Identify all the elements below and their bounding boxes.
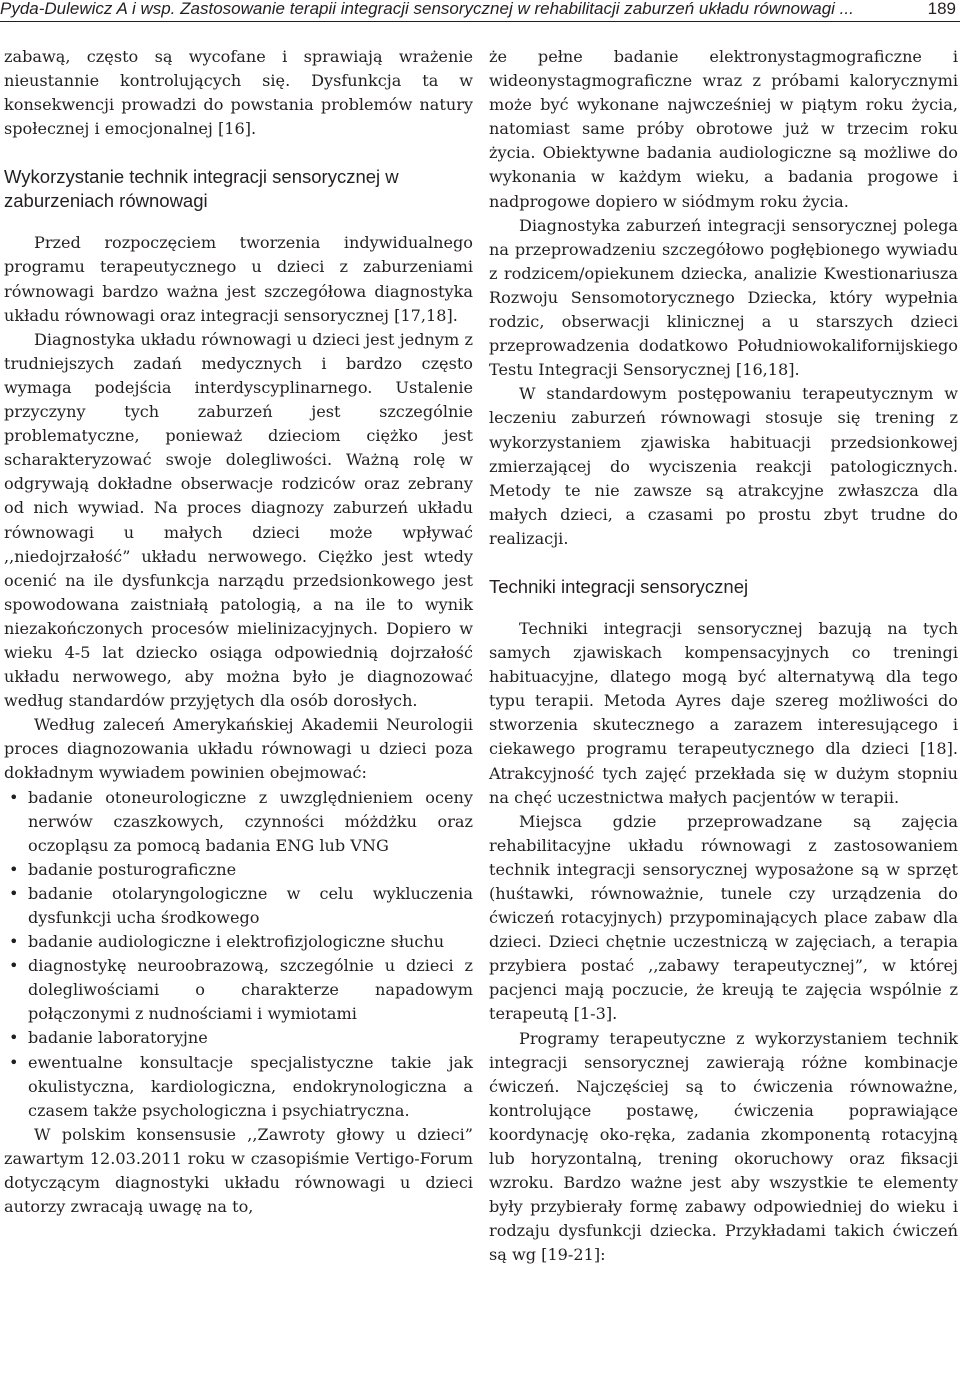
paragraph: Programy terapeutyczne z wykorzystaniem technik integracji sensorycznej zawierają różne kombinacje ćwiczeń. Najczęściej są to ćwiczenia równoważne, kontrolujące postawę, ćwiczenia poprawiające koordynację oko-ręka, zadania zkomponentą rotacyjną lub horyzontalną, trening okoruchowy oraz fiksacji wzroku. Bardzo ważne jest aby wszystkie te elementy były przybierały formę zabawy odpowiedniej do wieku i rodzaju dysfunkcji dziecka. Przykładami takich ćwiczeń są wg [19-21]: [489,1028,958,1265]
list-item: • badanie audiologiczne i elektrofizjologiczne słuchu [4,930,473,954]
section-heading-balance-disorders: Wykorzystanie technik integracji sensorycznej w zaburzeniach równowagi [4,166,399,212]
paragraph: W standardowym postępowaniu terapeutycznym w leczeniu zaburzeń równowagi stosuje się trening z wykorzystaniem zjawiska habituacji przedsionkowej zmierzającej do wyciszenia reakcji patologicznych. Metody te nie zawsze są atrakcyjne zwłaszcza dla małych dzieci, a czasami po prostu zbyt trudne do realizacji. [489,384,958,548]
list-item: • diagnostykę neuroobrazową, szczególnie u dzieci z dolegliwościami o charakterze napadowym połączonymi z nudnościami i wymiotami [4,954,473,1026]
paragraph-continuation: że pełne badanie elektronystagmograficzne i wideonystagmograficzne wraz z próbami kalorycznymi może być wykonane najwcześniej w piątym roku życia, natomiast same próby obrotowe już w trzecim roku życia. Obiektywne badania audiologiczne są możliwe do wykonania w każdym wieku, a badania progowe i nadprogowe dopiero w siódmym roku życia. [489,47,958,211]
diagnostics-bullet-list [4,786,473,1123]
paragraph: Miejsca gdzie przeprowadzane są zajęcia rehabilitacyjne układu równowagi z zastosowaniem technik integracji sensorycznej wyposażone są w sprzęt (huśtawki, równoważnie, tunele czy urządzenia do ćwiczeń rotacyjnych) przypominających place zabaw dla dzieci. Dzieci chętnie uczestniczą w zajęciach, a terapia przybiera postać ,,zabawy terapeutycznej”, w której pacjenci mają poczucie, że kreują te zajęcia wspólnie z terapeutą [1-3]. [489,811,958,1024]
left-column [4,45,473,1219]
paragraph: Techniki integracji sensorycznej bazują na tych samych zjawiskach kompensacyjnych co treningi habituacyjne, dlatego mogą być alternatywą dla tego typu terapii. Metoda Ayres daje szereg możliwości do stworzenia skutecznego a zarazem interesującego i ciekawego programu terapeutycznego dla dzieci [18]. Atrakcyjność tych zajęć przekłada się w dużym stopniu na chęć uczestnictwa małych pacjentów w terapii. [489,618,958,807]
running-header [0,0,960,22]
paragraph: Diagnostyka zaburzeń integracji sensorycznej polega na przeprowadzeniu szczegółowo pogłębionego wywiadu z rodzicem/opiekunem dziecka, analizie Kwestionariusza Rozwoju Sensomotorycznego Dziecka, który wypełnia rodzic, obserwacji klinicznej a u starszych dzieci przeprowadzenia dodatkowo Południowokalifornijskiego Testu Integracji Sensorycznej [16,18]. [489,215,958,380]
list-item: • badanie posturograficzne [4,858,473,882]
list-item: • badanie otolaryngologiczne w celu wykluczenia dysfunkcji ucha środkowego [4,882,473,930]
section-heading-sensory-integration-techniques: Techniki integracji sensorycznej [489,575,749,597]
paragraph: Według zaleceń Amerykańskiej Akademii Neurologii proces diagnozowania układu równowagi u dzieci poza dokładnym wywiadem powinien obejmować: [4,715,473,783]
paragraph: Przed rozpoczęciem tworzenia indywidualnego programu terapeutycznego u dzieci z zaburzeniami równowagi bardzo ważna jest szczegółowa diagnostyka układu równowagi oraz integracji sensorycznej [17,18]. [4,233,473,325]
paragraph-intro-continuation: zabawą, często są wycofane i sprawiają wrażenie nieustannie kontrolujących się. Dysfunkcja ta w konsekwencji prowadzi do powstania problemów natury społecznej i emocjonalnej [16]. [4,47,473,139]
paragraph: Diagnostyka układu równowagi u dzieci jest jednym z trudniejszych zadań medycznych i bardzo często wymaga podejścia interdyscyplinarnego. Ustalenie przyczyny tych zaburzeń jest szczególnie problematyczne, ponieważ dzieciom ciężko jest scharakteryzować swoje dolegliwości. Ważną rolę w odgrywają dokładne obserwacje rodziców oraz zebrany od nich wywiad. Na proces diagnozy zaburzeń układu równowagi u małych dzieci może wpływać ,,niedojrzałość” układu nerwowego. Ciężko jest wtedy ocenić na ile dysfunkcja narządu przedsionkowego jest spowodowana zaistniałą patologią, a na ile to wynik niezakończonych procesów mielinizacyjnych. Dopiero w wieku 4-5 lat dziecko osiąga odpowiednią dojrzałość układu nerwowego, aby można było je diagnozować według standardów przyjętych dla osób dorosłych. [4,329,473,711]
paragraph: W polskim konsensusie ,,Zawroty głowy u dzieci” zawartym 12.03.2011 roku w czasopiśmie Vertigo-Forum dotyczącym diagnostyki układu równowagi u dzieci autorzy zwracają uwagę na to, [4,1124,473,1217]
list-item: • badanie laboratoryjne [4,1026,473,1050]
running-title: Pyda-Dulewicz A i wsp. Zastosowanie terapii integracji sensorycznej w rehabilitacji zaburzeń układu równowagi ... [0,0,854,18]
page-number: 189 [927,0,956,18]
right-column [489,45,958,1268]
list-item: • ewentualne konsultacje specjalistyczne takie jak okulistyczna, kardiologiczna, endokrynologiczna a czasem także psychologiczna i psychiatryczna. [4,1051,473,1123]
list-item: • badanie otoneurologiczne z uwzględnieniem oceny nerwów czaszkowych, czynności móżdżku oraz oczopląsu za pomocą badania ENG lub VNG [4,786,473,858]
